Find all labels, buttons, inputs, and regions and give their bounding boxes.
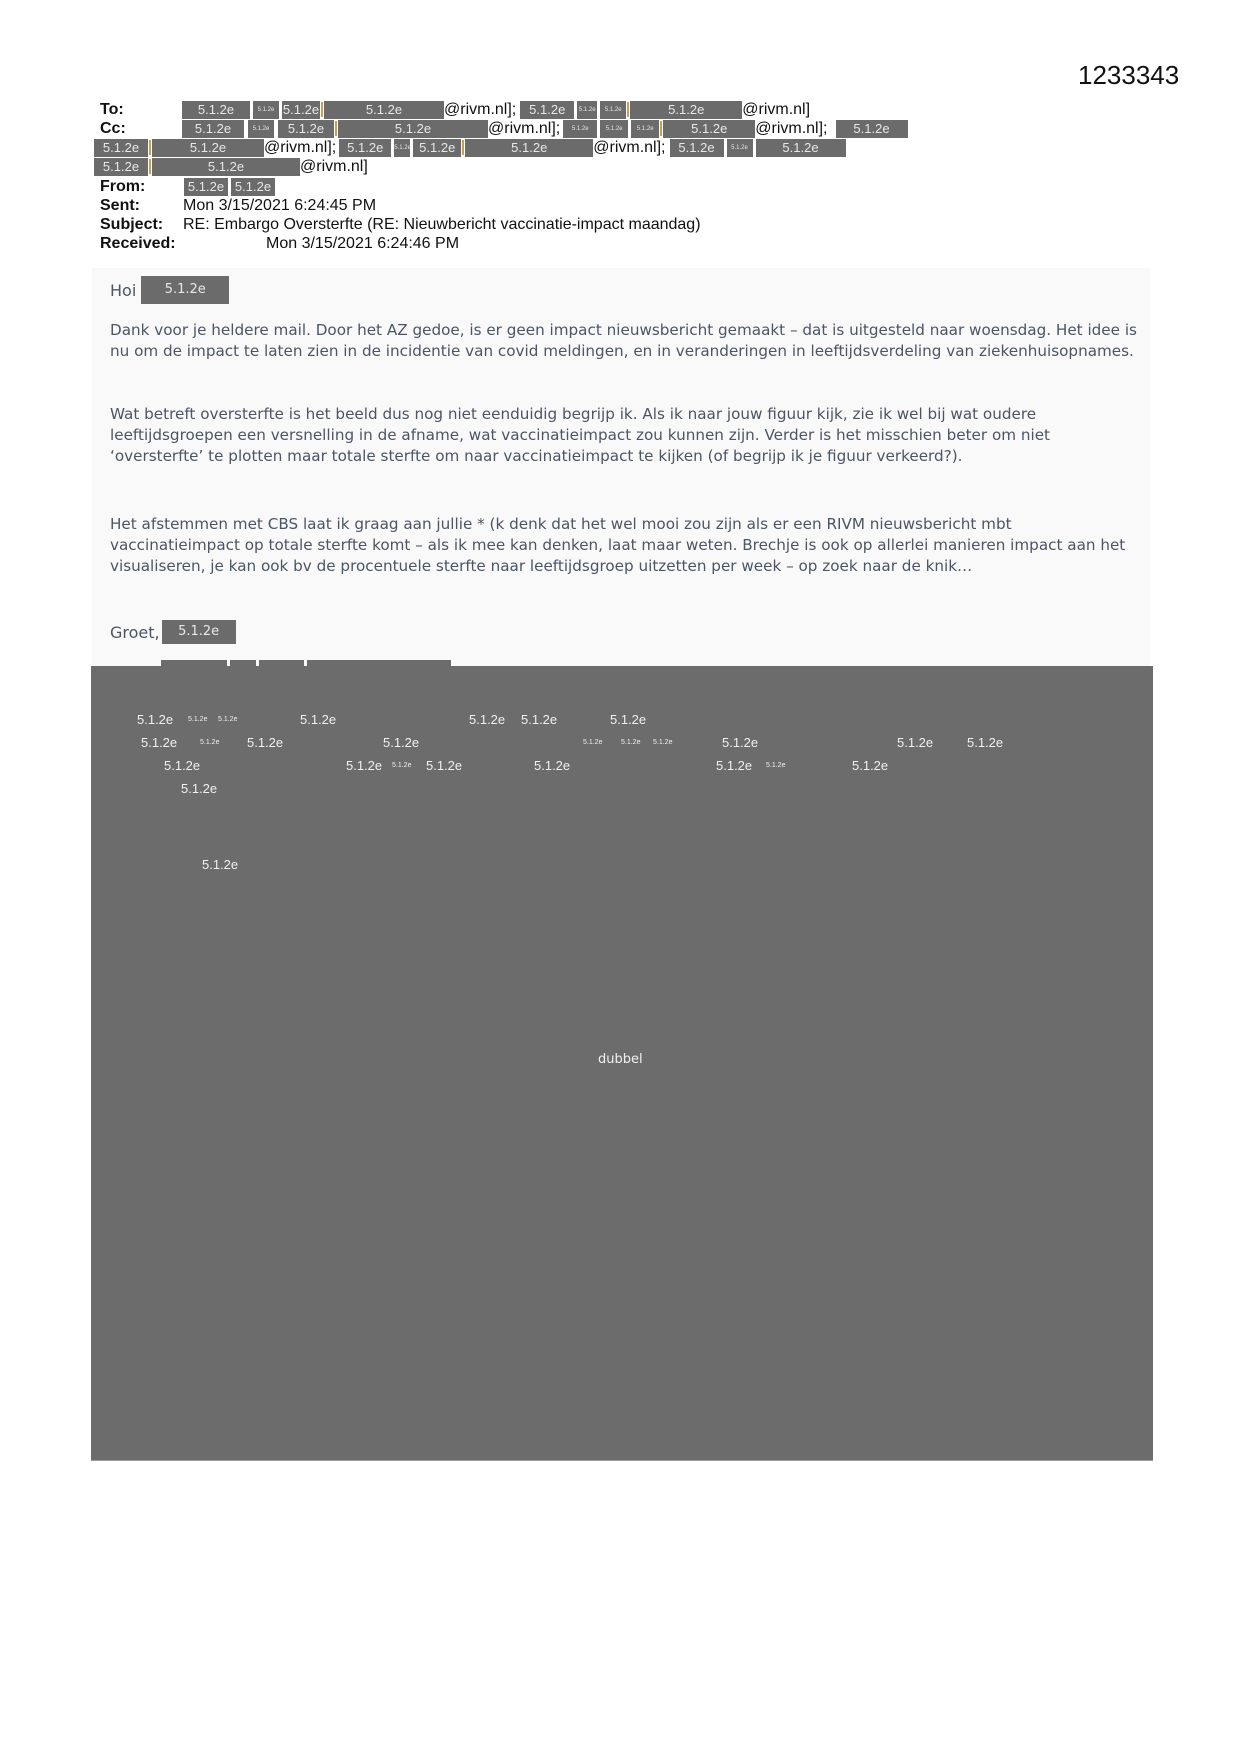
redaction: 5.1.2e [600, 101, 626, 119]
redaction: 5.1.2e [383, 735, 420, 750]
redaction: 5.1.2e [621, 739, 641, 746]
redaction: 5.1.2e [248, 120, 274, 138]
redaction: 5.1.2e [967, 735, 1004, 750]
cc-row [94, 138, 846, 157]
redaction: 5.1.2e [600, 120, 628, 138]
email-domain: @rivm.nl]; [444, 101, 517, 118]
received-label: Received: [100, 235, 176, 252]
greeting: Hoi [110, 280, 137, 300]
redaction: 5.1.2e [188, 716, 208, 723]
cc-row [100, 119, 908, 138]
subject-label: Subject: [100, 216, 164, 233]
sent-row [100, 196, 376, 215]
redaction: 5.1.2e [521, 712, 558, 727]
email-body [92, 268, 1150, 666]
email-domain: @rivm.nl]; [264, 139, 337, 156]
redaction: 5.1.2e [653, 739, 673, 746]
received-row [100, 234, 459, 253]
redaction: 5.1.2e [897, 735, 934, 750]
redaction: 5.1.2e [716, 758, 753, 773]
subject-row [100, 215, 701, 234]
to-label: To: [100, 101, 124, 118]
redaction: 5.1.2e [324, 101, 444, 119]
email-domain: @rivm.nl] [742, 101, 811, 118]
from-row [100, 177, 275, 196]
redaction: 5.1.2e [520, 101, 574, 119]
redaction: 5.1.2e [141, 735, 178, 750]
redaction: 5.1.2e [137, 712, 174, 727]
email-domain: @rivm.nl] [300, 158, 368, 175]
sent-value: Mon 3/15/2021 6:24:45 PM [183, 197, 377, 214]
redaction: 5.1.2e [218, 716, 238, 723]
redaction: 5.1.2e [631, 120, 659, 138]
cc-label: Cc: [100, 120, 126, 137]
redaction: 5.1.2e [610, 712, 647, 727]
greeting-line [110, 276, 229, 304]
redaction: 5.1.2e [630, 101, 742, 119]
redaction: 5.1.2e [583, 739, 603, 746]
redaction: 5.1.2e [152, 158, 300, 176]
redaction: 5.1.2e [392, 762, 412, 769]
closing-line [110, 620, 236, 644]
sent-label: Sent: [100, 197, 140, 214]
redaction: 5.1.2e [278, 120, 334, 138]
redaction: 5.1.2e [577, 101, 597, 119]
redaction: 5.1.2e [394, 139, 410, 157]
redaction: 5.1.2e [184, 178, 228, 196]
redaction: 5.1.2e [722, 735, 759, 750]
paragraph: Wat betreft oversterfte is het beeld dus nog niet eenduidig begrijp ik. Als ik naar jouw figuur kijk, zie ik wel bij wat oudere leeftijdsgroepen een versnelling in de afname, wat vaccinatieimpact zou kunnen zijn. Verder is het misschien beter om niet ‘oversterfte’ te plotten maar totale sterfte om naar vaccinatieimpact te kijken (of begrijp ik je figuur verkeerd?). [110, 405, 1050, 465]
redaction: 5.1.2e [756, 139, 846, 157]
redaction: 5.1.2e [247, 735, 284, 750]
redaction: 5.1.2e [164, 758, 201, 773]
redaction: 5.1.2e [469, 712, 506, 727]
cc-row [94, 157, 368, 176]
redaction: 5.1.2e [663, 120, 755, 138]
redaction: 5.1.2e [282, 101, 320, 117]
paragraph: Het afstemmen met CBS laat ik graag aan jullie * (k denk dat het wel mooi zou zijn als er een RIVM nieuwsbericht mbt vaccinatieimpact op totale sterfte komt – als ik mee kan denken, laat maar weten. Brechje is ook op allerlei manieren impact aan het visualiseren, je kan ook bv de procentuele sterfte naar leeftijdsgroep uitzetten per week – op zoek naar de knik… [110, 515, 1126, 575]
document-number: 1233343 [1078, 60, 1180, 90]
redaction: 5.1.2e [300, 712, 337, 727]
redaction: 5.1.2e [162, 620, 236, 644]
redaction: 5.1.2e [836, 120, 908, 138]
redaction: 5.1.2e [182, 101, 250, 119]
redaction: 5.1.2e [231, 178, 275, 196]
email-domain: @rivm.nl]; [593, 139, 666, 156]
closing: Groet, [110, 622, 160, 642]
redaction: 5.1.2e [534, 758, 571, 773]
to-row [100, 100, 810, 119]
redaction: 5.1.2e [339, 139, 391, 157]
redaction: 5.1.2e [253, 101, 279, 119]
redacted-block-label: dubbel [598, 1052, 643, 1067]
redaction: 5.1.2e [563, 120, 597, 138]
redaction: 5.1.2e [413, 139, 461, 157]
redaction: 5.1.2e [338, 120, 488, 138]
redaction: 5.1.2e [182, 120, 244, 138]
from-label: From: [100, 178, 146, 195]
subject-value: RE: Embargo Oversterfte (RE: Nieuwbericht vaccinatie-impact maandag) [183, 216, 701, 233]
redaction: 5.1.2e [426, 758, 463, 773]
redaction: 5.1.2e [141, 276, 229, 304]
email-domain: @rivm.nl]; [488, 120, 561, 137]
redaction: 5.1.2e [181, 781, 218, 796]
received-value: Mon 3/15/2021 6:24:46 PM [266, 235, 460, 252]
redaction: 5.1.2e [200, 739, 220, 746]
redaction: 5.1.2e [346, 758, 383, 773]
redaction: 5.1.2e [94, 139, 148, 157]
redaction: 5.1.2e [465, 139, 593, 157]
redaction: 5.1.2e [94, 158, 148, 176]
redaction: 5.1.2e [727, 139, 753, 157]
redaction: 5.1.2e [766, 762, 786, 769]
redaction: 5.1.2e [152, 139, 264, 157]
redaction: 5.1.2e [852, 758, 889, 773]
email-domain: @rivm.nl]; [755, 120, 828, 137]
paragraph: Dank voor je heldere mail. Door het AZ gedoe, is er geen impact nieuwsbericht gemaakt – dat is uitgesteld naar woensdag. Het idee is nu om de impact te laten zien in de incidentie van covid meldingen, en in veranderingen in leeftijdsverdeling van ziekenhuisopnames. [110, 321, 1137, 360]
redaction: 5.1.2e [202, 857, 239, 872]
redaction: 5.1.2e [670, 139, 724, 157]
